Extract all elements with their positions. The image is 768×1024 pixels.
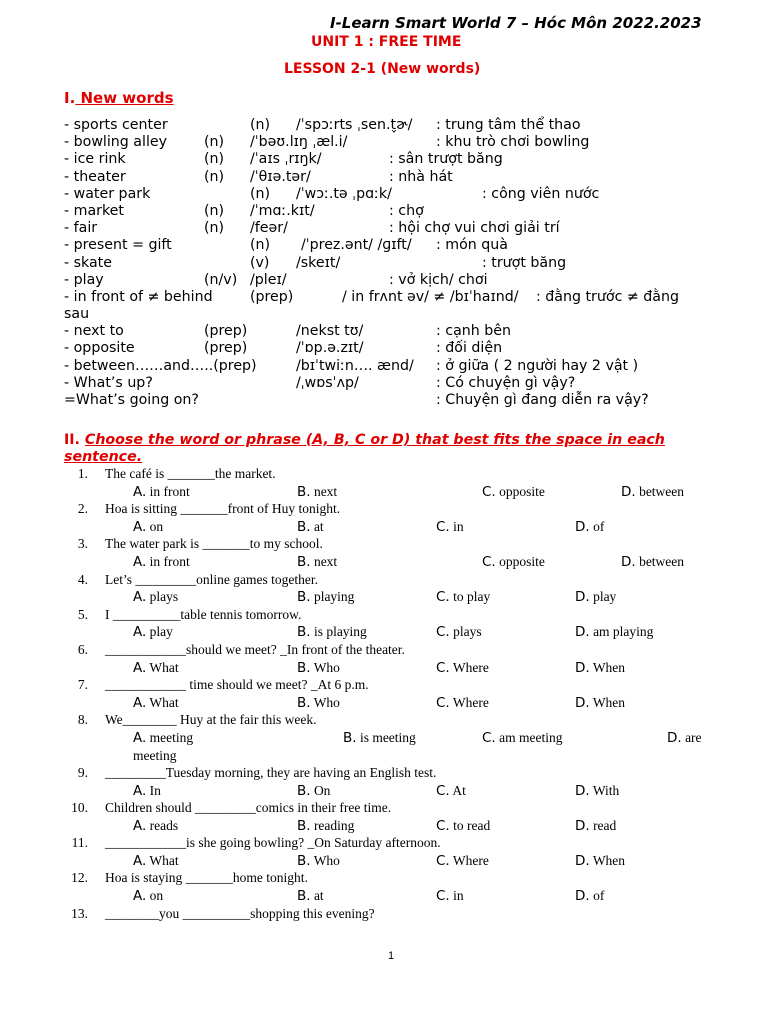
option-text: plays bbox=[146, 589, 179, 605]
question-line bbox=[64, 500, 744, 518]
option-text: opposite bbox=[495, 483, 545, 499]
question-text: The café is _______the market. bbox=[105, 466, 276, 481]
option-b[interactable] bbox=[297, 659, 340, 678]
option-b[interactable] bbox=[297, 887, 324, 906]
option-text: opposite bbox=[495, 553, 545, 569]
option-a[interactable] bbox=[133, 623, 173, 642]
vocab-row bbox=[64, 288, 744, 323]
option-c[interactable] bbox=[482, 553, 545, 572]
option-text: When bbox=[589, 852, 626, 868]
vocab-meaning: : công viên nước bbox=[482, 185, 600, 202]
answer-options bbox=[64, 729, 744, 764]
question-number: 10. bbox=[71, 800, 88, 816]
option-b[interactable] bbox=[297, 782, 330, 801]
vocab-row bbox=[64, 134, 744, 151]
question-number: 1. bbox=[77, 466, 88, 481]
vocab-word: - ice rink bbox=[64, 151, 126, 168]
unit-title: UNIT 1 : FREE TIME bbox=[311, 34, 462, 50]
option-letter: D. bbox=[667, 729, 682, 746]
option-text: in bbox=[449, 888, 464, 904]
option-letter: D. bbox=[621, 553, 636, 570]
question-line bbox=[64, 465, 744, 483]
option-letter: A. bbox=[133, 624, 147, 641]
answer-options bbox=[64, 588, 744, 606]
option-d[interactable] bbox=[575, 518, 604, 537]
vocab-row bbox=[64, 272, 744, 289]
option-c[interactable] bbox=[436, 817, 490, 836]
option-c[interactable] bbox=[436, 852, 489, 871]
option-a[interactable] bbox=[133, 659, 179, 678]
page-number: 1 bbox=[388, 950, 395, 962]
option-d[interactable] bbox=[621, 483, 684, 502]
option-letter: A. bbox=[133, 483, 147, 500]
option-text: in front bbox=[146, 483, 190, 499]
vocab-meaning: : ở giữa ( 2 người hay 2 vật ) bbox=[436, 357, 639, 374]
option-text: Who bbox=[310, 852, 340, 868]
option-letter: B. bbox=[343, 729, 357, 746]
option-d[interactable] bbox=[575, 659, 625, 678]
answer-options bbox=[64, 782, 744, 800]
option-b[interactable] bbox=[297, 588, 354, 607]
question-text: I __________table tennis tomorrow. bbox=[105, 606, 302, 622]
vocab-row bbox=[64, 323, 744, 340]
option-d[interactable] bbox=[575, 817, 616, 836]
option-letter: B. bbox=[297, 553, 311, 570]
option-c[interactable] bbox=[436, 588, 490, 607]
question-text: The water park is _______to my school. bbox=[105, 536, 323, 552]
option-text: Who bbox=[310, 659, 340, 675]
option-text: What bbox=[146, 659, 179, 675]
option-text: am meeting bbox=[495, 729, 563, 745]
option-letter: D. bbox=[575, 817, 590, 834]
vocab-row bbox=[64, 340, 744, 357]
option-letter: A. bbox=[133, 852, 147, 869]
vocab-row bbox=[64, 375, 744, 392]
option-text: In bbox=[146, 782, 161, 798]
option-letter: C. bbox=[436, 694, 450, 711]
option-letter: B. bbox=[297, 483, 311, 500]
option-text: next bbox=[310, 553, 338, 569]
option-b[interactable] bbox=[297, 553, 337, 572]
question-line bbox=[64, 535, 744, 553]
option-c[interactable] bbox=[482, 729, 562, 748]
question-number: 7. bbox=[77, 677, 88, 693]
option-d[interactable] bbox=[575, 694, 625, 713]
vocab-row bbox=[64, 358, 744, 375]
question-number: 2. bbox=[77, 501, 88, 517]
option-letter: C. bbox=[436, 782, 450, 799]
option-letter: A. bbox=[133, 782, 147, 799]
option-text: At bbox=[449, 782, 466, 798]
option-d[interactable] bbox=[575, 782, 619, 801]
vocab-word: - bowling alley bbox=[64, 134, 168, 151]
option-text: What bbox=[146, 852, 179, 868]
option-c[interactable] bbox=[436, 659, 489, 678]
option-a[interactable] bbox=[133, 852, 179, 871]
option-a[interactable] bbox=[133, 518, 163, 537]
answer-options bbox=[64, 852, 744, 870]
question-text: Let’s _________online games together. bbox=[105, 571, 318, 587]
option-letter: C. bbox=[482, 553, 496, 570]
vocab-word: - present = gift bbox=[64, 237, 172, 254]
option-text: Who bbox=[310, 694, 340, 710]
option-text: at bbox=[310, 518, 324, 534]
question-text: Hoa is staying _______home tonight. bbox=[105, 870, 308, 886]
vocab-row bbox=[64, 151, 744, 168]
option-a[interactable] bbox=[133, 729, 193, 748]
option-letter: A. bbox=[133, 518, 147, 535]
option-letter: C. bbox=[436, 518, 450, 535]
option-a[interactable] bbox=[133, 817, 178, 836]
option-b[interactable] bbox=[297, 694, 340, 713]
vocab-part-of-speech: (n) bbox=[204, 202, 225, 219]
option-text: When bbox=[589, 659, 626, 675]
vocab-part-of-speech: (n) bbox=[204, 151, 225, 168]
option-text: between bbox=[635, 483, 685, 499]
option-c[interactable] bbox=[436, 887, 464, 906]
option-text: is meeting bbox=[356, 729, 416, 745]
option-letter: D. bbox=[575, 694, 590, 711]
option-text: to read bbox=[449, 817, 491, 833]
option-text: With bbox=[589, 782, 620, 798]
option-text: in front bbox=[146, 553, 190, 569]
option-b[interactable] bbox=[297, 483, 337, 502]
option-text: playing bbox=[310, 589, 355, 605]
option-text: to play bbox=[449, 589, 491, 605]
section-2-number: II. bbox=[64, 432, 80, 448]
option-b[interactable] bbox=[297, 623, 367, 642]
answer-options bbox=[64, 518, 744, 536]
option-letter: B. bbox=[297, 782, 311, 799]
option-text: play bbox=[589, 589, 617, 605]
option-letter: D. bbox=[621, 483, 636, 500]
question-number: 9. bbox=[77, 764, 88, 780]
vocab-pronunciation: /ˈspɔːrts ˌsen.t̬ɚ/ bbox=[296, 117, 413, 133]
vocab-pronunciation: /feər/ bbox=[250, 220, 288, 237]
vocab-meaning: : món quà bbox=[436, 237, 508, 254]
question-line bbox=[64, 799, 744, 817]
question-number: 6. bbox=[77, 641, 88, 657]
option-text: on bbox=[146, 518, 164, 534]
question-number: 5. bbox=[77, 606, 88, 622]
option-letter: B. bbox=[297, 817, 311, 834]
section-1-heading bbox=[64, 89, 174, 107]
option-letter: B. bbox=[297, 888, 311, 905]
option-text: are bbox=[681, 729, 702, 745]
option-text: is playing bbox=[310, 624, 367, 640]
option-text: reads bbox=[146, 817, 179, 833]
vocab-meaning: : vở kịch/ chơi bbox=[389, 271, 488, 288]
option-text: next bbox=[310, 483, 338, 499]
question-line bbox=[64, 834, 744, 852]
option-text: between bbox=[635, 553, 685, 569]
vocab-pronunciation: /bɪˈtwiːn…. ænd/ bbox=[296, 357, 414, 374]
vocab-row bbox=[64, 237, 744, 254]
option-c[interactable] bbox=[436, 694, 489, 713]
option-a[interactable] bbox=[133, 694, 179, 713]
vocab-meaning: : chợ bbox=[389, 202, 424, 219]
option-a[interactable] bbox=[133, 782, 161, 801]
option-c[interactable] bbox=[436, 782, 466, 801]
vocab-word: - play bbox=[64, 271, 104, 288]
option-text: play bbox=[146, 624, 173, 640]
question-line bbox=[64, 869, 744, 887]
question-number: 13. bbox=[71, 905, 88, 921]
vocab-meaning: : trượt băng bbox=[482, 254, 567, 271]
option-text: Where bbox=[449, 852, 489, 868]
section-1-title: New words bbox=[75, 89, 174, 107]
option-text: of bbox=[589, 518, 605, 534]
vocab-word: - opposite bbox=[64, 340, 135, 357]
vocab-part-of-speech: (n/v) bbox=[204, 271, 238, 288]
option-letter: B. bbox=[297, 694, 311, 711]
question-line bbox=[64, 641, 744, 659]
option-continued: meeting bbox=[133, 747, 177, 763]
option-letter: D. bbox=[575, 782, 590, 799]
option-d[interactable] bbox=[575, 588, 616, 607]
question-line bbox=[64, 571, 744, 589]
option-b[interactable] bbox=[343, 729, 416, 748]
option-b[interactable] bbox=[297, 518, 324, 537]
vocab-word: - sports center bbox=[64, 117, 168, 133]
vocab-meaning: : khu trò chơi bowling bbox=[436, 134, 590, 151]
option-d[interactable] bbox=[575, 623, 653, 642]
vocab-word: - next to bbox=[64, 323, 124, 340]
question-line bbox=[64, 711, 744, 729]
vocab-part-of-speech: (n) bbox=[204, 168, 225, 185]
question-text: ____________should we meet? _In front of the theater. bbox=[105, 641, 405, 657]
vocab-word: - between……and…..(prep) bbox=[64, 357, 257, 374]
option-d[interactable] bbox=[621, 553, 684, 572]
option-text: reading bbox=[310, 817, 355, 833]
vocab-pronunciation: /ˈprez.ənt/ /ɡɪft/ bbox=[301, 237, 412, 254]
section-2-title: Choose the word or phrase (A, B, C or D) that best fits the space in each sentence. bbox=[64, 432, 665, 465]
answer-options bbox=[64, 659, 744, 677]
option-text: in bbox=[449, 518, 464, 534]
vocab-part-of-speech: (prep) bbox=[204, 323, 248, 340]
option-letter: C. bbox=[436, 888, 450, 905]
vocab-meaning: : đằng trước ≠ đằng bbox=[536, 288, 679, 305]
option-d[interactable] bbox=[575, 887, 604, 906]
question-line bbox=[64, 676, 744, 694]
option-letter: C. bbox=[482, 483, 496, 500]
question-number: 4. bbox=[77, 571, 88, 587]
vocab-row bbox=[64, 186, 744, 203]
option-c[interactable] bbox=[436, 518, 464, 537]
option-text: read bbox=[589, 817, 617, 833]
question-number: 8. bbox=[77, 712, 88, 728]
question-text: We________ Huy at the fair this week. bbox=[105, 712, 317, 728]
option-letter: A. bbox=[133, 659, 147, 676]
option-letter: A. bbox=[133, 553, 147, 570]
answer-options bbox=[64, 483, 744, 501]
option-a[interactable] bbox=[133, 588, 178, 607]
question-number: 3. bbox=[77, 536, 88, 552]
option-letter: A. bbox=[133, 729, 147, 746]
vocab-pronunciation: /ˈbəʊ.lɪŋ ˌæl.i/ bbox=[250, 134, 348, 151]
question-line bbox=[64, 905, 744, 923]
vocab-word: =What’s going on? bbox=[64, 392, 199, 408]
vocab-word: - water park bbox=[64, 185, 151, 202]
vocab-meaning: : cạnh bên bbox=[436, 323, 512, 340]
question-line bbox=[64, 606, 744, 624]
question-text: Children should _________comics in their free time. bbox=[105, 800, 392, 816]
vocab-word: - What’s up? bbox=[64, 374, 153, 391]
option-text: of bbox=[589, 888, 605, 904]
vocab-row bbox=[64, 255, 744, 272]
vocab-part-of-speech: (prep) bbox=[250, 288, 294, 305]
option-c[interactable] bbox=[436, 623, 482, 642]
option-text: meeting bbox=[146, 729, 194, 745]
vocab-pronunciation: /nekst tʊ/ bbox=[296, 323, 364, 340]
lesson-title: LESSON 2-1 (New words) bbox=[284, 61, 481, 77]
option-letter: C. bbox=[436, 817, 450, 834]
option-letter: A. bbox=[133, 888, 147, 905]
vocab-meaning: : nhà hát bbox=[389, 168, 453, 185]
option-a[interactable] bbox=[133, 483, 190, 502]
vocab-pronunciation: /ˈθɪə.tər/ bbox=[250, 168, 311, 185]
vocab-part-of-speech: (v) bbox=[250, 254, 270, 271]
vocab-meaning: : sân trượt băng bbox=[389, 151, 503, 168]
vocab-row bbox=[64, 392, 744, 409]
vocabulary-list bbox=[64, 117, 744, 409]
option-letter: B. bbox=[297, 659, 311, 676]
option-letter: B. bbox=[297, 518, 311, 535]
vocab-word: - market bbox=[64, 202, 124, 219]
vocab-pronunciation: /pleɪ/ bbox=[250, 271, 287, 288]
vocab-part-of-speech: (prep) bbox=[204, 340, 248, 357]
option-letter: B. bbox=[297, 624, 311, 641]
option-d[interactable] bbox=[575, 852, 625, 871]
vocab-meaning: : Chuyện gì đang diễn ra vậy? bbox=[436, 392, 649, 408]
vocab-word: - fair bbox=[64, 220, 98, 237]
section-2-heading bbox=[64, 432, 724, 466]
vocab-pronunciation: /ˈaɪs ˌrɪŋk/ bbox=[250, 151, 322, 168]
vocab-word: - skate bbox=[64, 254, 112, 271]
option-letter: D. bbox=[575, 624, 590, 641]
option-text: What bbox=[146, 694, 179, 710]
vocab-part-of-speech: (n) bbox=[204, 134, 225, 151]
option-letter: B. bbox=[297, 852, 311, 869]
option-letter: D. bbox=[575, 659, 590, 676]
option-letter: A. bbox=[133, 589, 147, 606]
option-letter: C. bbox=[436, 659, 450, 676]
vocab-meaning: : Có chuyện gì vậy? bbox=[436, 374, 576, 391]
option-d[interactable] bbox=[667, 729, 702, 748]
answer-options bbox=[64, 817, 744, 835]
option-letter: C. bbox=[436, 852, 450, 869]
vocab-meaning-continued: sau bbox=[64, 306, 90, 323]
option-letter: C. bbox=[436, 624, 450, 641]
question-text: _________Tuesday morning, they are having an English test. bbox=[105, 764, 437, 780]
vocab-pronunciation: / in frʌnt əv/ ≠ /bɪˈhaɪnd/ bbox=[342, 288, 519, 305]
question-text: ____________is she going bowling? _On Saturday afternoon. bbox=[105, 835, 441, 851]
answer-options bbox=[64, 553, 744, 571]
question-text: ________you __________shopping this evening? bbox=[105, 905, 375, 921]
vocab-part-of-speech: (n) bbox=[250, 185, 271, 202]
answer-options bbox=[64, 623, 744, 641]
vocab-word: - theater bbox=[64, 168, 126, 185]
question-line bbox=[64, 764, 744, 782]
question-number: 11. bbox=[71, 835, 88, 851]
option-c[interactable] bbox=[482, 483, 545, 502]
option-a[interactable] bbox=[133, 887, 163, 906]
option-text: on bbox=[146, 888, 164, 904]
question-text: ____________ time should we meet? _At 6 p.m. bbox=[105, 677, 369, 693]
vocab-pronunciation: /ˈmɑː.kɪt/ bbox=[250, 202, 315, 219]
question-list bbox=[64, 465, 744, 922]
vocab-part-of-speech: (n) bbox=[250, 117, 271, 133]
option-letter: B. bbox=[297, 589, 311, 606]
option-text: at bbox=[310, 888, 324, 904]
vocab-row bbox=[64, 117, 744, 134]
option-b[interactable] bbox=[297, 852, 340, 871]
vocab-pronunciation: /ˌwɒsˈʌp/ bbox=[296, 374, 359, 391]
option-letter: C. bbox=[482, 729, 496, 746]
option-text: Where bbox=[449, 694, 489, 710]
option-text: When bbox=[589, 694, 626, 710]
vocab-pronunciation: /skeɪt/ bbox=[296, 254, 341, 271]
option-letter: A. bbox=[133, 694, 147, 711]
vocab-meaning: : hội chợ vui chơi giải trí bbox=[389, 220, 560, 237]
option-letter: D. bbox=[575, 888, 590, 905]
option-letter: D. bbox=[575, 518, 590, 535]
answer-options bbox=[64, 694, 744, 712]
option-a[interactable] bbox=[133, 553, 190, 572]
option-text: plays bbox=[449, 624, 482, 640]
question-number: 12. bbox=[71, 870, 88, 886]
option-text: Where bbox=[449, 659, 489, 675]
vocab-row bbox=[64, 220, 744, 237]
option-letter: D. bbox=[575, 852, 590, 869]
vocab-part-of-speech: (n) bbox=[204, 220, 225, 237]
vocab-pronunciation: /ˈwɔː.tə ˌpɑːk/ bbox=[296, 185, 392, 202]
vocab-meaning: : đối diện bbox=[436, 340, 503, 357]
vocab-row bbox=[64, 169, 744, 186]
section-1-number: I. bbox=[64, 89, 76, 107]
vocab-row bbox=[64, 203, 744, 220]
option-letter: A. bbox=[133, 817, 147, 834]
option-b[interactable] bbox=[297, 817, 354, 836]
vocab-meaning: : trung tâm thể thao bbox=[436, 117, 581, 133]
question-text: Hoa is sitting _______front of Huy tonight. bbox=[105, 501, 341, 517]
school-header: I-Learn Smart World 7 – Hóc Môn 2022.2023 bbox=[330, 14, 702, 32]
option-letter: D. bbox=[575, 589, 590, 606]
vocab-pronunciation: /ˈɒp.ə.zɪt/ bbox=[296, 340, 364, 357]
vocab-word: - in front of ≠ behind bbox=[64, 288, 213, 305]
option-letter: C. bbox=[436, 589, 450, 606]
vocab-part-of-speech: (n) bbox=[250, 237, 271, 254]
option-text: am playing bbox=[589, 624, 654, 640]
answer-options bbox=[64, 887, 744, 905]
option-text: On bbox=[310, 782, 331, 798]
